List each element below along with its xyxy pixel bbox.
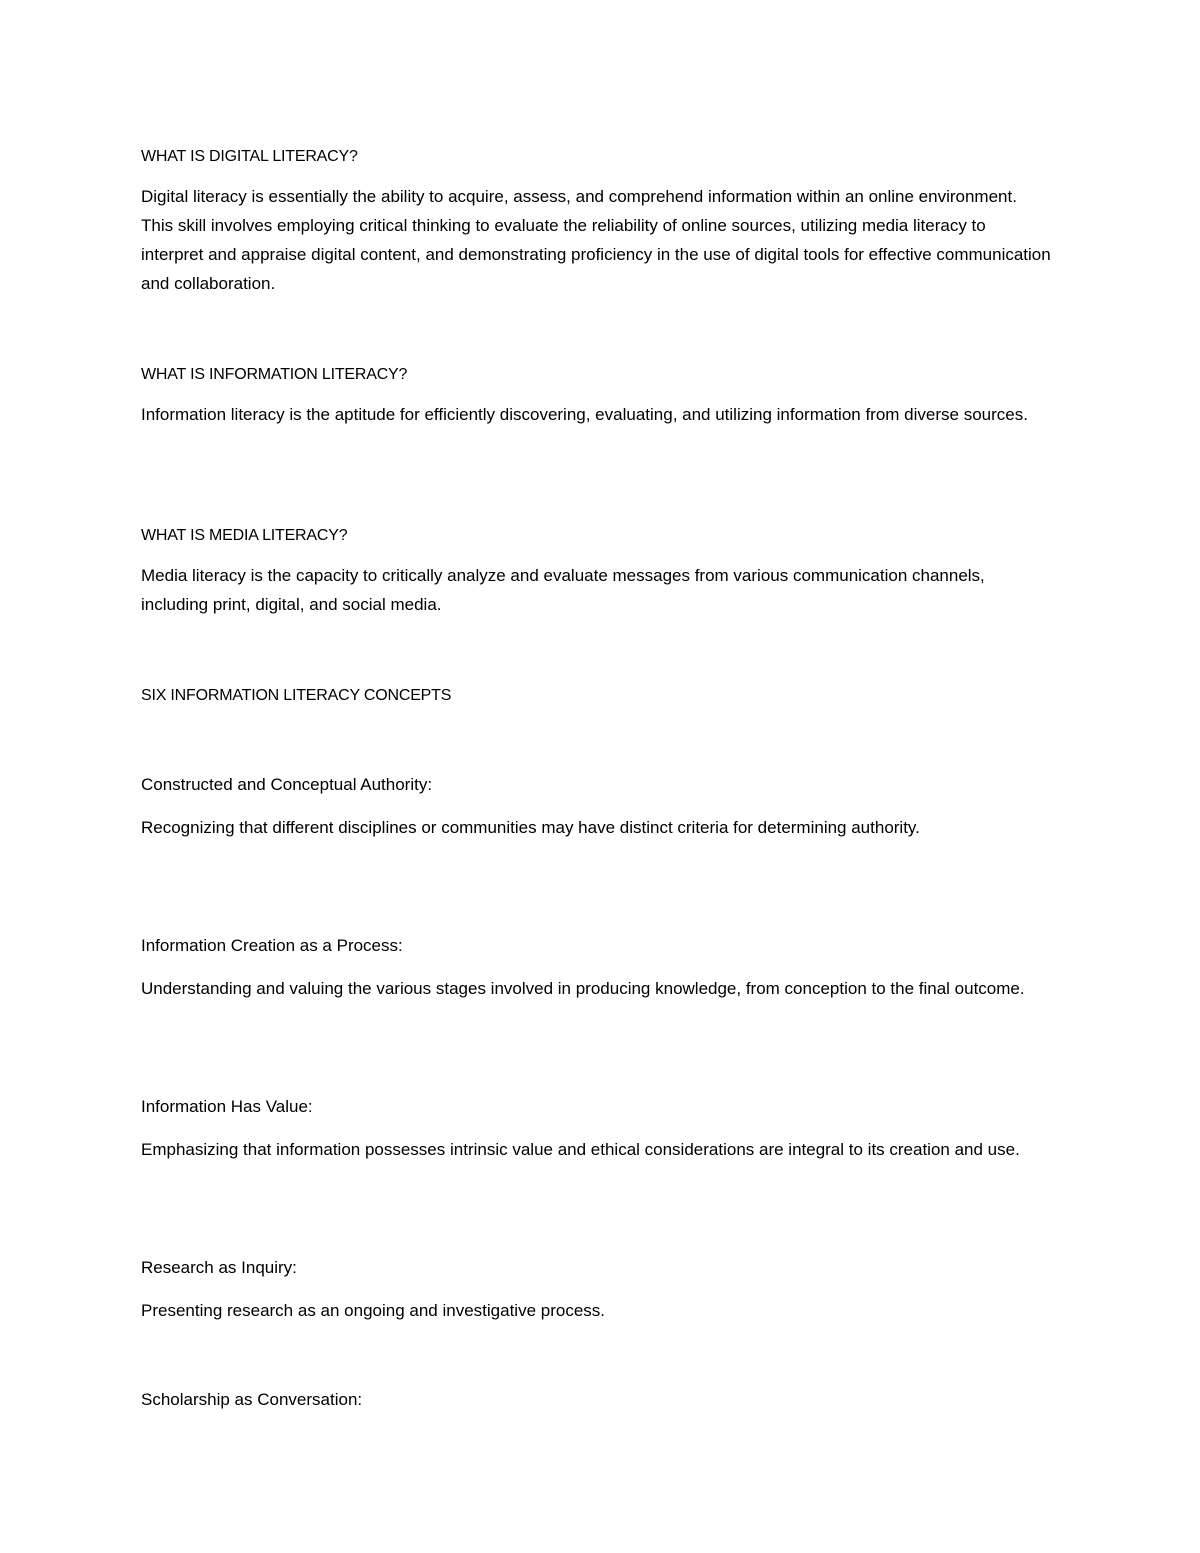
- concept-information-value: [141, 1092, 1051, 1164]
- body-information-literacy: Information literacy is the aptitude for efficiently discovering, evaluating, and utilizing information from diverse sources.: [141, 405, 1028, 424]
- body-media-literacy: Media literacy is the capacity to critically analyze and evaluate messages from various communication channels, including print, digital, and social media.: [141, 566, 985, 614]
- concept-description: Recognizing that different disciplines or communities may have distinct criteria for determining authority.: [141, 818, 920, 837]
- section-six-concepts: [141, 685, 1051, 707]
- heading-six-concepts: SIX INFORMATION LITERACY CONCEPTS: [141, 687, 452, 704]
- body-digital-literacy: Digital literacy is essentially the ability to acquire, assess, and comprehend information within an online environment. This skill involves employing critical thinking to evaluate the reliability of online sources, utilizing media literacy to interpret and appraise digital content, and demonstrating proficiency in the use of digital tools for effective communication and collaboration.: [141, 187, 1051, 293]
- concept-description: Emphasizing that information possesses intrinsic value and ethical considerations are integral to its creation and use.: [141, 1140, 1020, 1159]
- concept-research-inquiry: [141, 1253, 1051, 1325]
- section-digital-literacy: [141, 146, 1051, 298]
- heading-digital-literacy: WHAT IS DIGITAL LITERACY?: [141, 148, 358, 165]
- concept-scholarship-conversation: [141, 1385, 1051, 1414]
- heading-information-literacy: WHAT IS INFORMATION LITERACY?: [141, 366, 408, 383]
- concept-title: Information Has Value:: [141, 1097, 313, 1116]
- section-media-literacy: [141, 525, 1051, 619]
- concept-constructed-authority: [141, 770, 1051, 842]
- concept-title: Research as Inquiry:: [141, 1258, 297, 1277]
- heading-media-literacy: WHAT IS MEDIA LITERACY?: [141, 527, 348, 544]
- concept-information-creation: [141, 931, 1051, 1003]
- concept-title: Constructed and Conceptual Authority:: [141, 775, 433, 794]
- section-information-literacy: [141, 364, 1051, 429]
- concept-description: Understanding and valuing the various stages involved in producing knowledge, from conception to the final outcome.: [141, 979, 1025, 998]
- concept-title: Scholarship as Conversation:: [141, 1390, 363, 1409]
- concept-description: Presenting research as an ongoing and investigative process.: [141, 1301, 606, 1320]
- concept-title: Information Creation as a Process:: [141, 936, 403, 955]
